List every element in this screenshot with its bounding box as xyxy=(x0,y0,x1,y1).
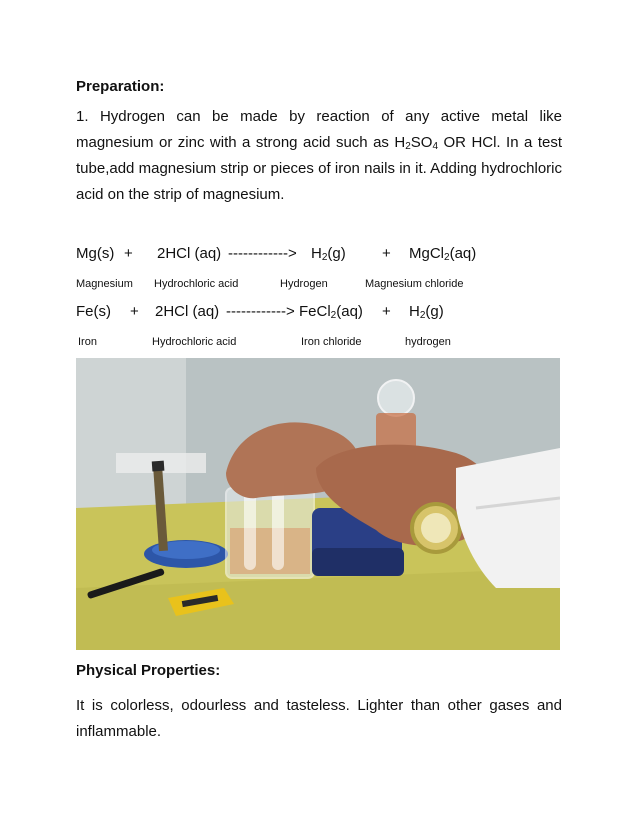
eq1-arrow: ------------> xyxy=(228,245,297,262)
stand-base-front xyxy=(312,548,404,576)
preparation-heading: Preparation: xyxy=(76,78,165,95)
eq1-reactant2: 2HCl (aq) xyxy=(157,245,222,262)
experiment-photo xyxy=(76,358,560,650)
eq1-plus1: + xyxy=(124,245,133,262)
eq2-label-4: hydrogen xyxy=(405,336,451,348)
photo-window-glare xyxy=(76,358,186,518)
round-flask xyxy=(378,380,414,416)
eq2-reactant2: 2HCl (aq) xyxy=(155,303,220,320)
eq1-label-2: Hydrochloric acid xyxy=(154,278,239,290)
eq1-product2: MgCl$_2$(aq) xyxy=(409,245,477,263)
physical-properties-heading: Physical Properties: xyxy=(76,662,221,679)
physical-properties-text: It is colorless, odourless and tasteless. Lighter than other gases and inflammable. xyxy=(76,697,562,740)
eq2-product2: $H_2(g)$ xyxy=(409,303,444,321)
eq2-label-3: Iron chloride xyxy=(301,336,362,348)
wristwatch-face xyxy=(421,513,451,543)
eq1-reactant1: Mg(s) xyxy=(76,245,115,262)
beaker-liquid xyxy=(230,528,310,574)
eq1-label-4: Magnesium chloride xyxy=(365,278,464,290)
eq1-label-3: Hydrogen xyxy=(280,278,328,290)
eq2-product1: FeCl$_2$(aq) xyxy=(299,303,363,321)
eq2-label-2: Hydrochloric acid xyxy=(152,336,237,348)
eq1-label-1: Magnesium xyxy=(76,278,133,290)
eq1-product1: $H_2(g)$ xyxy=(311,245,346,263)
eq2-arrow: ------------> xyxy=(226,303,295,320)
preparation-paragraph: 1. Hydrogen can be made by reaction of any active metal like magnesium or zinc with a strong acid such as $H_2SO_4$ OR HCl. In a test tube,add magnesium strip or pieces of iron nails in it. Adding hydrochloric acid on the strip of magnesium. xyxy=(76,108,562,203)
eq1-plus2: + xyxy=(382,245,391,262)
eq2-plus2: + xyxy=(382,303,391,320)
eq2-reactant1: Fe(s) xyxy=(76,303,111,320)
burner-nozzle xyxy=(152,461,165,472)
eq2-label-1: Iron xyxy=(78,336,97,348)
experiment-photo-illustration xyxy=(76,358,560,650)
eq2-plus1: + xyxy=(130,303,139,320)
